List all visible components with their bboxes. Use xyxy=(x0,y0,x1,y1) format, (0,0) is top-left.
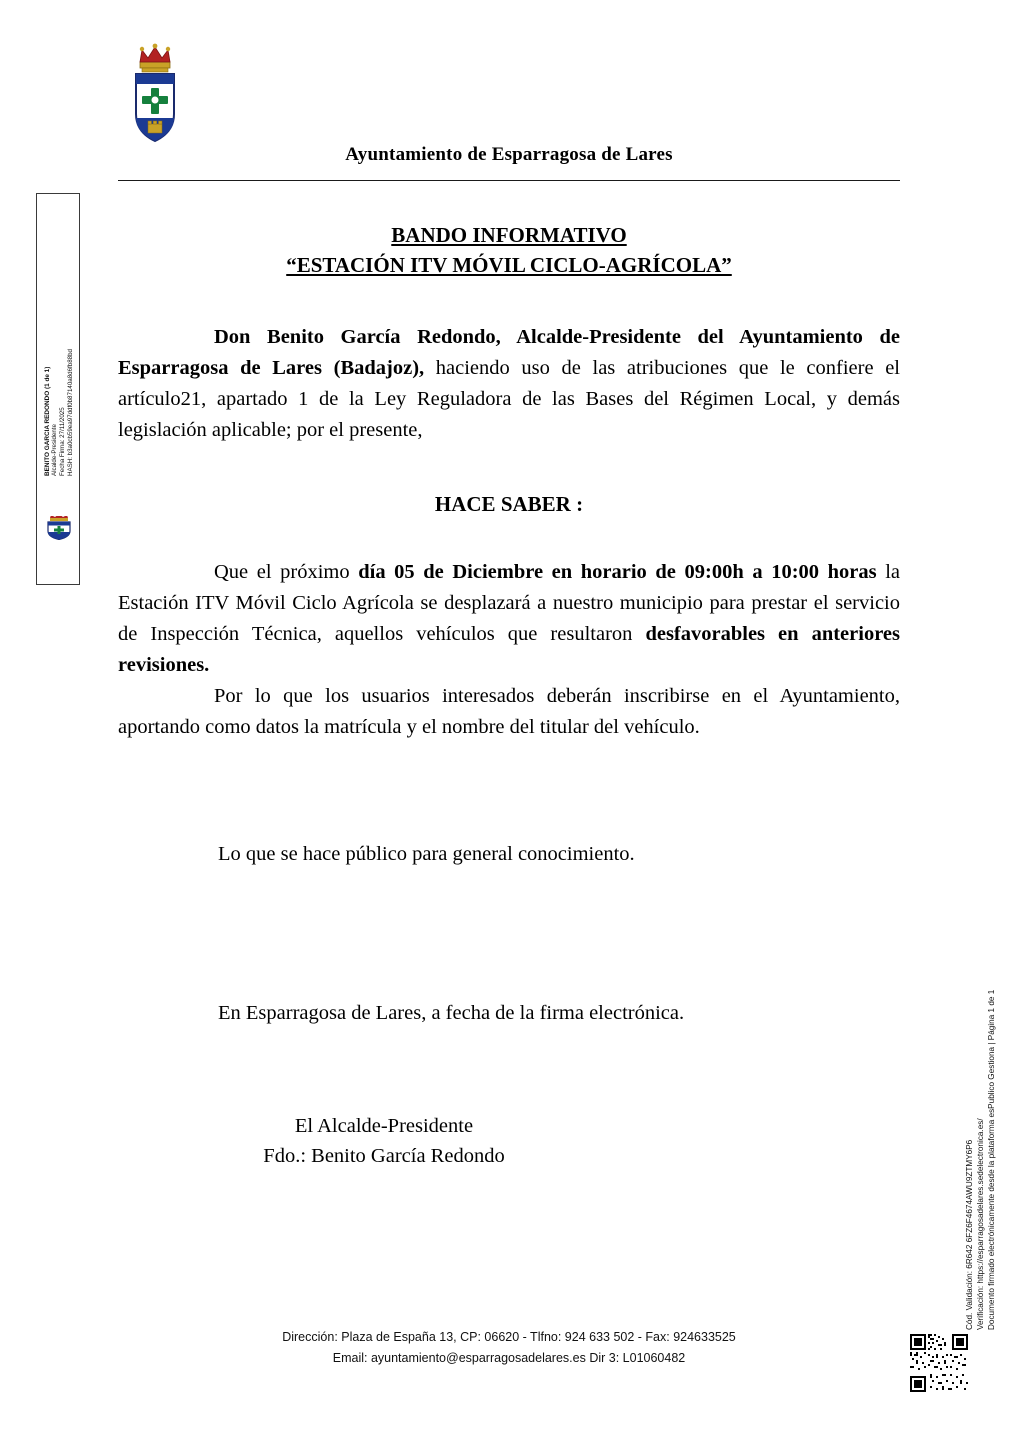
signature-date: Fecha Firma: 27/11/2025 xyxy=(59,407,66,476)
unfavourable-vehicles: desfavorables en anteriores revisiones. xyxy=(118,623,900,676)
document-header xyxy=(118,36,900,182)
coat-of-arms-icon xyxy=(44,516,74,540)
paragraph-registration: Por lo que los usuarios interesados deberán inscribirse en el Ayuntamiento, aportando como datos la matrícula y el nombre del titular del vehículo. xyxy=(118,685,900,738)
bando-title xyxy=(118,220,900,280)
bando-title-line-1: BANDO INFORMATIVO xyxy=(391,223,627,247)
bando-title-line-2: “ESTACIÓN ITV MÓVIL CICLO-AGRÍCOLA” xyxy=(286,253,732,277)
document-body xyxy=(118,200,900,1171)
public-notice-line: Lo que se hace público para general conocimiento. xyxy=(218,843,635,865)
header-divider xyxy=(118,180,900,181)
validation-code: Cód. Validación: 6R642 6FZ6F4674AWU9ZTMY6P6 xyxy=(965,1139,974,1330)
signature-hash: HASH: b3a0cb59ea97ddf0b87140a8d6fb88bd xyxy=(66,349,74,476)
coat-of-arms-icon xyxy=(124,40,186,144)
footer-address-line: Dirección: Plaza de España 13, CP: 06620 - Tlfno: 924 633 502 - Fax: 924633525 xyxy=(282,1330,736,1344)
validation-sidebar-text xyxy=(964,880,1000,1330)
signer-role: Alcalde-Presidente xyxy=(51,424,59,476)
itv-date-time: día 05 de Diciembre en horario de 09:00h a 10:00 horas xyxy=(358,561,877,583)
signature-block xyxy=(118,1111,900,1171)
document-footer xyxy=(118,1327,900,1369)
para2-mid: la Estación ITV Móvil Ciclo Agrícola se desplazará a nuestro municipio para prestar el servicio de Inspección Técnica, aquellos vehículos que resultaron xyxy=(118,561,901,645)
place-and-date-line: En Esparragosa de Lares, a fecha de la firma electrónica. xyxy=(218,1002,685,1024)
paragraph-intro xyxy=(118,322,900,446)
signature-role: El Alcalde-Presidente xyxy=(294,1115,474,1137)
qr-code-icon xyxy=(908,1332,970,1394)
para2-start: Que el próximo xyxy=(214,561,359,583)
paragraph-itv-date xyxy=(118,557,900,681)
validation-platform-note: Documento firmado electrónicamente desde la plataforma esPublico Gestiona | Página 1 de 1 xyxy=(987,989,996,1330)
electronic-signature-stamp xyxy=(36,193,80,585)
signature-name: Fdo.: Benito García Redondo xyxy=(263,1145,505,1167)
validation-sidebar xyxy=(964,880,1000,1330)
mayor-identification: Don Benito García Redondo, Alcalde-Presidente del Ayuntamiento de Esparragosa de Lares (Badajoz), xyxy=(118,326,900,379)
page-title: Ayuntamiento de Esparragosa de Lares xyxy=(345,144,673,165)
footer-email-line: Email: ayuntamiento@esparragosadelares.es Dir 3: L01060482 xyxy=(332,1351,686,1365)
validation-url: Verificación: https://esparragosadelares.sedelectronica.es/ xyxy=(976,1118,985,1330)
paragraph-intro-rest: haciendo uso de las atribuciones que le confiere el artículo21, apartado 1 de la Ley Reguladora de las Bases del Régimen Local, y demás legislación aplicable; por el presente, xyxy=(118,357,900,441)
hace-saber-heading: HACE SABER : xyxy=(434,492,584,516)
signer-name: BENITO GARCIA REDONDO (1 de 1) xyxy=(43,366,51,476)
